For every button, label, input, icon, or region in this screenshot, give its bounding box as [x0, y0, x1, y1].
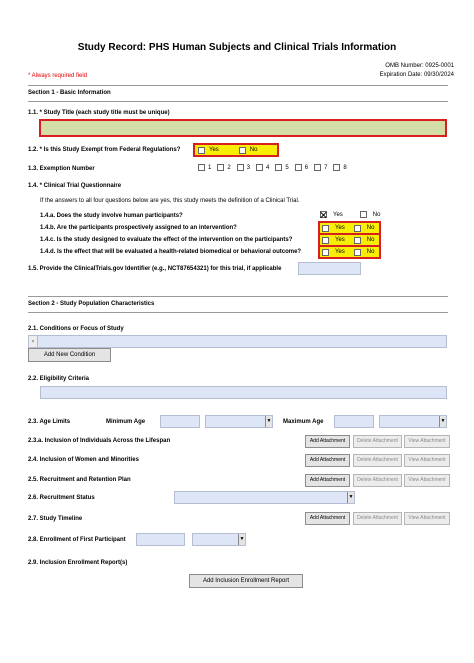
question-1-4-a: 1.4.a. Does the study involve human participants?	[40, 213, 183, 219]
lifespan-delete-attachment-button[interactable]: Delete Attachment	[353, 435, 402, 448]
exempt-yes-label: Yes	[209, 147, 219, 153]
divider	[28, 296, 448, 297]
chevron-down-icon[interactable]: ▼	[265, 416, 272, 427]
exemption-8-label: 8	[343, 164, 347, 171]
study-title-input[interactable]	[39, 119, 447, 137]
question-1-4-b: 1.4.b. Are the participants prospectively assigned to an intervention?	[40, 225, 237, 231]
lifespan-inclusion-label: 2.3.a. Inclusion of Individuals Across the Lifespan	[28, 438, 171, 444]
q-1-4-d-no-label: No	[366, 249, 375, 255]
exemption-5-label: 5	[285, 164, 289, 171]
question-1-4-c: 1.4.c. Is the study designed to evaluate the effect of the intervention on the participants?	[40, 237, 293, 243]
exemption-7-label: 7	[324, 164, 328, 171]
q-1-4-c-yes-checkbox[interactable]	[322, 237, 329, 244]
q-1-4-d-yes-label: Yes	[335, 249, 345, 255]
q-1-4-a-no-label: No	[372, 211, 381, 218]
q-1-4-b-yes-label: Yes	[335, 225, 345, 231]
exemption-number-label: 1.3. Exemption Number	[28, 166, 95, 172]
q-1-4-c-no-checkbox[interactable]	[354, 237, 361, 244]
page-title: Study Record: PHS Human Subjects and Clinical Trials Information	[77, 42, 397, 53]
q-1-4-a-yes-label: Yes	[333, 211, 343, 218]
exempt-label: 1.2. * Is this Study Exempt from Federal Regulations?	[28, 147, 181, 153]
exemption-5-checkbox[interactable]	[275, 164, 282, 171]
q-1-4-a-options	[320, 211, 380, 218]
divider	[28, 101, 448, 102]
q-1-4-b-no-checkbox[interactable]	[354, 225, 361, 232]
enrollment-type-select[interactable]	[192, 533, 246, 546]
study-timeline-view-attachment-button[interactable]: View Attachment	[404, 512, 450, 525]
exempt-yes-checkbox[interactable]	[198, 147, 205, 154]
lifespan-view-attachment-button[interactable]: View Attachment	[404, 435, 450, 448]
enrollment-reports-label: 2.9. Inclusion Enrollment Report(s)	[28, 560, 128, 566]
lifespan-add-attachment-button[interactable]: Add Attachment	[305, 435, 350, 448]
q-1-4-b-no-label: No	[366, 225, 375, 231]
nct-identifier-input[interactable]	[298, 262, 361, 275]
exemption-2-label: 2	[227, 164, 231, 171]
q-1-4-a-yes-checkbox[interactable]	[320, 211, 327, 218]
exempt-yes-no-group[interactable]	[193, 143, 279, 157]
recruitment-status-label: 2.6. Recruitment Status	[28, 495, 95, 501]
exemption-number-options	[198, 164, 350, 171]
q-1-4-c-yes-label: Yes	[335, 237, 345, 243]
study-timeline-label: 2.7. Study Timeline	[28, 516, 83, 522]
section2-heading: Section 2 - Study Population Characteristics	[28, 301, 155, 307]
chevron-down-icon[interactable]: ▼	[347, 492, 354, 503]
exemption-6-label: 6	[304, 164, 309, 171]
minimum-age-unit-select[interactable]	[205, 415, 273, 428]
recruitment-plan-add-attachment-button[interactable]: Add Attachment	[305, 474, 350, 487]
ctq-intro: If the answers to all four questions below are yes, this study meets the definition of a Clinical Trial.	[40, 198, 300, 204]
recruitment-plan-delete-attachment-button[interactable]: Delete Attachment	[353, 474, 402, 487]
required-note: * Always required field	[28, 73, 88, 79]
women-minorities-label: 2.4. Inclusion of Women and Minorities	[28, 457, 139, 463]
conditions-label: 2.1. Conditions or Focus of Study	[28, 326, 124, 332]
exempt-no-label: No	[249, 147, 258, 153]
conditions-input[interactable]	[28, 335, 447, 348]
women-minorities-delete-attachment-button[interactable]: Delete Attachment	[353, 454, 402, 467]
recruitment-plan-label: 2.5. Recruitment and Retention Plan	[28, 477, 131, 483]
study-title-label: 1.1. * Study Title (each study title must be unique)	[28, 110, 170, 116]
recruitment-plan-view-attachment-button[interactable]: View Attachment	[404, 474, 450, 487]
minimum-age-label: Minimum Age	[106, 419, 146, 425]
q-1-4-c-no-label: No	[366, 237, 375, 243]
age-limits-label: 2.3. Age Limits	[28, 419, 71, 425]
exemption-4-label: 4	[266, 164, 270, 171]
divider	[28, 85, 448, 86]
exemption-1-label: 1	[208, 164, 212, 171]
exempt-no-checkbox[interactable]	[239, 147, 246, 154]
exemption-3-label: 3	[246, 164, 251, 171]
women-minorities-view-attachment-button[interactable]: View Attachment	[404, 454, 450, 467]
eligibility-criteria-label: 2.2. Eligibility Criteria	[28, 376, 90, 382]
minimum-age-input[interactable]	[160, 415, 200, 428]
omb-info	[380, 62, 454, 80]
chevron-down-icon[interactable]: ▼	[439, 416, 446, 427]
q-1-4-b-yes-checkbox[interactable]	[322, 225, 329, 232]
section1-heading: Section 1 - Basic Information	[28, 90, 111, 96]
exemption-6-checkbox[interactable]	[295, 164, 302, 171]
recruitment-status-select[interactable]	[174, 491, 355, 504]
q-1-4-a-no-checkbox[interactable]	[360, 211, 367, 218]
nct-identifier-label: 1.5. Provide the ClinicalTrials.gov Identifier (e.g., NCT87654321) for this trial, if applicable	[28, 266, 282, 272]
enrollment-date-input[interactable]	[136, 533, 185, 546]
eligibility-criteria-input[interactable]	[40, 386, 447, 399]
condition-remove-icon[interactable]: ×	[29, 336, 38, 347]
maximum-age-label: Maximum Age	[283, 419, 324, 425]
q-1-4-d-yes-no-group[interactable]	[318, 245, 381, 259]
maximum-age-unit-select[interactable]	[379, 415, 447, 428]
exemption-3-checkbox[interactable]	[237, 164, 244, 171]
expiration-date: Expiration Date: 09/30/2024	[379, 72, 454, 78]
divider	[28, 312, 448, 313]
enrollment-first-participant-label: 2.8. Enrollment of First Participant	[28, 537, 126, 543]
omb-number: OMB Number: 0925-0001	[385, 63, 454, 69]
exemption-2-checkbox[interactable]	[217, 164, 224, 171]
q-1-4-d-no-checkbox[interactable]	[354, 249, 361, 256]
question-1-4-d: 1.4.d. Is the effect that will be evaluated a health-related biomedical or behavioral outcome?	[40, 249, 302, 255]
exemption-4-checkbox[interactable]	[256, 164, 263, 171]
chevron-down-icon[interactable]: ▼	[238, 534, 245, 545]
exemption-7-checkbox[interactable]	[314, 164, 321, 171]
study-timeline-add-attachment-button[interactable]: Add Attachment	[305, 512, 350, 525]
maximum-age-input[interactable]	[334, 415, 374, 428]
study-timeline-delete-attachment-button[interactable]: Delete Attachment	[353, 512, 402, 525]
exemption-1-checkbox[interactable]	[198, 164, 205, 171]
add-new-condition-button[interactable]: Add New Condition	[28, 348, 111, 362]
exemption-8-checkbox[interactable]	[333, 164, 340, 171]
add-inclusion-enrollment-report-button[interactable]: Add Inclusion Enrollment Report	[189, 574, 303, 588]
q-1-4-d-yes-checkbox[interactable]	[322, 249, 329, 256]
ctq-label: 1.4. * Clinical Trial Questionnaire	[28, 183, 122, 189]
women-minorities-add-attachment-button[interactable]: Add Attachment	[305, 454, 350, 467]
